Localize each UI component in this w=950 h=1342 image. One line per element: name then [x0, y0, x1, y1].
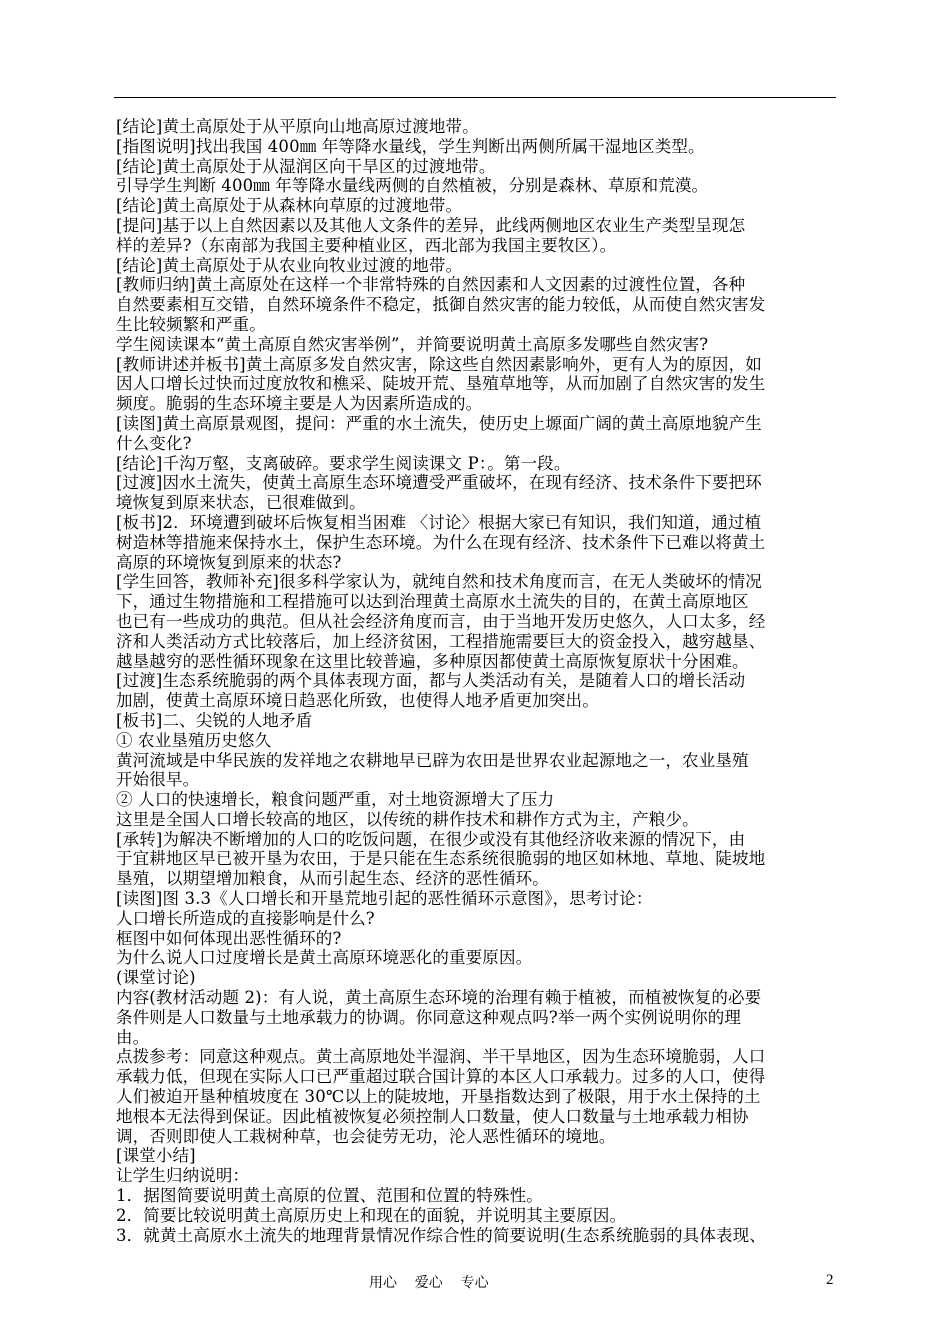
text-line: 样的差异?（东南部为我国主要种植业区，西北部为我国主要牧区）。 — [116, 235, 617, 255]
text-line: [学生回答，教师补充]很多科学家认为，就纯自然和技术角度而言，在无人类破坏的情况 — [116, 572, 762, 592]
text-line: 地根本无法得到保证。因此植被恢复必须控制人口数量，使人口数量与土地承载力相协 — [116, 1106, 749, 1126]
text-line: [板书]2．环境遭到破坏后恢复相当困难 〈讨论〉根据大家已有知识，我们知道，通过植 — [116, 512, 762, 532]
text-line: 生比较频繁和严重。 — [116, 314, 266, 334]
text-line: 下，通过生物措施和工程措施可以达到治理黄土高原水土流失的目的，在黄土高原地区 — [116, 592, 749, 612]
text-line: 内容(教材活动题 2)：有人说，黄土高原生态环境的治理有赖于植被，而植被恢复的必要 — [116, 988, 762, 1008]
text-line: 框图中如何体现出恶性循环的? — [116, 928, 342, 948]
text-line: 引导学生判断 400㎜ 年等降水量线两侧的自然植被，分别是森林、草原和荒漠。 — [116, 176, 709, 196]
text-line: 开始很早。 — [116, 770, 200, 790]
text-line: 垦殖，以期望增加粮食，从而引起生态、经济的恶性循环。 — [116, 869, 549, 889]
text-line: [读图]黄土高原景观图，提问：严重的水土流失，使历史上塬面广阔的黄土高原地貌产生 — [116, 413, 762, 433]
text-line: [板书]二、尖锐的人地矛盾 — [116, 710, 313, 730]
text-line: [结论]千沟万壑，支离破碎。要求学生阅读课文 P：。第一段。 — [116, 453, 571, 473]
text-line: 济和人类活动方式比较落后，加上经济贫困，工程措施需要巨大的资金投入，越穷越垦、 — [116, 631, 766, 651]
text-line: 承载力低，但现在实际人口已严重超过联合国计算的本区人口承载力。过多的人口，使得 — [116, 1067, 766, 1087]
text-line: 由。 — [116, 1027, 150, 1047]
document-body — [116, 117, 838, 1245]
text-line: 因人口增长过快而过度放牧和樵采、陡坡开荒、垦殖草地等，从而加剧了自然灾害的发生 — [116, 374, 766, 394]
text-line: [结论]黄土高原处于从湿润区向干旱区的过渡地带。 — [116, 156, 496, 176]
text-line: 越垦越穷的恶性循环现象在这里比较普遍，多种原因都使黄土高原恢复原状十分困难。 — [116, 651, 749, 671]
text-line: 这里是全国人口增长较高的地区，以传统的耕作技术和耕作方式为主，产粮少。 — [116, 809, 699, 829]
text-line: [指图说明]找出我国 400㎜ 年等降水量线，学生判断出两侧所属干湿地区类型。 — [116, 136, 705, 156]
page-number: 2 — [826, 1272, 834, 1288]
text-line: [结论]黄土高原处于从森林向草原的过渡地带。 — [116, 196, 463, 216]
text-line: [读图]图 3.3《人口增长和开垦荒地引起的恶性循环示意图》，思考讨论： — [116, 889, 653, 909]
text-line: ② 人口的快速增长，粮食问题严重，对土地资源增大了压力 — [116, 790, 555, 810]
text-line: 也已有一些成功的典范。但从社会经济角度而言，由于当地开发历史悠久，人口太多，经 — [116, 611, 766, 631]
text-line: [结论]黄土高原处于从平原向山地高原过渡地带。 — [116, 117, 479, 136]
text-line: [教师归纳]黄土高原处在这样一个非常特殊的自然因素和人文因素的过渡性位置，各种 — [116, 275, 746, 295]
text-line: 境恢复到原来状态，已很难做到。 — [116, 493, 366, 513]
text-line: 加剧，使黄土高原环境日趋恶化所致，也使得人地矛盾更加突出。 — [116, 691, 599, 711]
text-line: 学生阅读课本“黄土高原自然灾害举例”，并简要说明黄土高原多发哪些自然灾害? — [116, 334, 709, 354]
text-line: 自然要素相互交错，自然环境条件不稳定，抵御自然灾害的能力较低，从而使自然灾害发 — [116, 295, 766, 315]
footer-motto: 用心 爱心 专心 — [369, 1275, 489, 1291]
text-line: [结论]黄土高原处于从农业向牧业过渡的地带。 — [116, 255, 463, 275]
header-rule — [114, 97, 836, 98]
text-line: 条件则是人口数量与土地承载力的协调。你同意这种观点吗?举一两个实例说明你的理 — [116, 1007, 742, 1027]
text-line: 2．简要比较说明黄土高原历史上和现在的面貌，并说明其主要原因。 — [116, 1205, 627, 1225]
text-line: 人们被迫开垦种植坡度在 30℃以上的陡坡地，开垦指数达到了极限，用于水土保持的土 — [116, 1087, 761, 1107]
text-line: 频度。脆弱的生态环境主要是人为因素所造成的。 — [116, 394, 483, 414]
text-line: 人口增长所造成的直接影响是什么? — [116, 908, 375, 928]
text-line: 为什么说人口过度增长是黄土高原环境恶化的重要原因。 — [116, 948, 533, 968]
text-line: (课堂讨论) — [116, 968, 196, 988]
text-line: 高原的环境恢复到原来的状态? — [116, 552, 342, 572]
text-line: [承转]为解决不断增加的人口的吃饭问题，在很少或没有其他经济收来源的情况下，由 — [116, 829, 746, 849]
text-line: 于宜耕地区早已被开垦为农田，于是只能在生态系统很脆弱的地区如林地、草地、陡坡地 — [116, 849, 766, 869]
text-line: [课堂小结] — [116, 1146, 196, 1166]
text-line: ① 农业垦殖历史悠久 — [116, 730, 272, 750]
text-line: 点拨参考：同意这种观点。黄土高原地处半湿润、半干旱地区，因为生态环境脆弱，人口 — [116, 1047, 766, 1067]
text-line: [过渡]生态系统脆弱的两个具体表现方面，都与人类活动有关，是随着人口的增长活动 — [116, 671, 746, 691]
text-line: [教师讲述并板书]黄土高原多发自然灾害，除这些自然因素影响外，更有人为的原因，如 — [116, 354, 762, 374]
text-line: [提问]基于以上自然因素以及其他人文条件的差异，此线两侧地区农业生产类型呈现怎 — [116, 215, 746, 235]
text-line: 3．就黄土高原水土流失的地理背景情况作综合性的简要说明(生态系统脆弱的具体表现、 — [116, 1225, 766, 1245]
text-line: 1．据图简要说明黄土高原的位置、范围和位置的特殊性。 — [116, 1186, 543, 1206]
text-line: [过渡]因水土流失，使黄土高原生态环境遭受严重破坏，在现有经济、技术条件下要把环 — [116, 473, 762, 493]
text-line: 黄河流域是中华民族的发祥地之农耕地早已辟为农田是世界农业起源地之一，农业垦殖 — [116, 750, 749, 770]
text-line: 让学生归纳说明： — [116, 1166, 250, 1186]
text-line: 树造林等措施来保持水土，保护生态环境。为什么在现有经济、技术条件下已难以将黄土 — [116, 532, 766, 552]
text-line: 什么变化? — [116, 433, 192, 453]
text-line: 调，否则即使人工栽树种草，也会徒劳无功，沦人恶性循环的境地。 — [116, 1126, 616, 1146]
